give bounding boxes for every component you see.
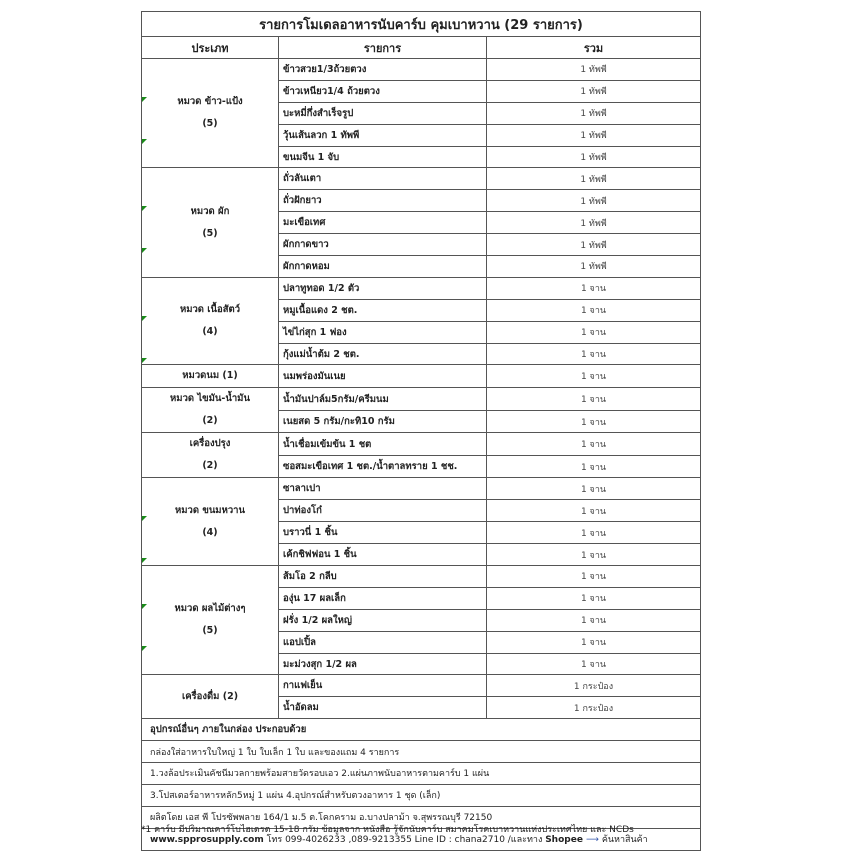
category-cell — [142, 478, 279, 566]
category-cell — [142, 277, 279, 365]
item-cell: น้ำเชื่อมเข้มข้น 1 ชต — [279, 433, 487, 456]
item-cell: เนยสด 5 กรัม/กะทิ10 กรัม — [279, 410, 487, 433]
note-text: กล่องใส่อาหารใบใหญ่ 1 ใบ ใบเล็ก 1 ใบ และของแถม 4 รายการ — [142, 741, 701, 763]
amount-cell: 1 จาน — [487, 587, 701, 609]
amount-cell: 1 จาน — [487, 299, 701, 321]
item-cell: องุ่น 17 ผลเล็ก — [279, 587, 487, 609]
amount-cell: 1 จาน — [487, 522, 701, 544]
amount-cell: 1 จาน — [487, 478, 701, 500]
cell-marker-icon — [142, 516, 147, 521]
cell-marker-icon — [142, 358, 147, 363]
table-row — [142, 365, 701, 388]
category-count: (2) — [202, 460, 218, 472]
amount-cell: 1 ทัพพี — [487, 234, 701, 256]
item-cell: แอปเปิ้ล — [279, 631, 487, 653]
item-cell: ข้าวสวย1/3ถ้วยตวง — [279, 59, 487, 81]
table-row — [142, 168, 701, 190]
category-count: (5) — [202, 118, 218, 130]
amount-cell: 1 จาน — [487, 631, 701, 653]
category-count: (5) — [202, 625, 218, 637]
table-row — [142, 388, 701, 411]
item-cell: ผักกาดหอม — [279, 256, 487, 278]
note-text: ผลิตโดย เอส พี โปรซัพพลาย 164/1 ม.5 ต.โคกคราม อ.บางปลาม้า จ.สุพรรณบุรี 72150 — [142, 806, 701, 828]
amount-cell: 1 จาน — [487, 410, 701, 433]
amount-cell: 1 จาน — [487, 609, 701, 631]
category-count: (2) — [202, 415, 218, 427]
footnote: *1 คาร์บ มีปริมาณคาร์โบไฮเดรต 15-18 กรัม ข้อมูลจาก หนังสือ รู้จักนับคาร์บ สมาคมโรคเบาหวานแห่งประเทศไทย และ NCDs — [141, 825, 634, 835]
contact-details: โทร 099-4026233 ,089-9213355 Line ID : chana2710 /และทาง — [263, 835, 546, 846]
amount-cell: 1 กระป๋อง — [487, 697, 701, 719]
note-row — [142, 763, 701, 785]
cell-marker-icon — [142, 646, 147, 651]
document — [141, 11, 700, 851]
table-row — [142, 59, 701, 81]
item-cell: น้ำอัดลม — [279, 697, 487, 719]
amount-cell: 1 จาน — [487, 277, 701, 299]
cell-marker-icon — [142, 248, 147, 253]
item-cell: ปาท่องโก๋ — [279, 500, 487, 522]
amount-cell: 1 จาน — [487, 653, 701, 675]
amount-cell: 1 ทัพพี — [487, 146, 701, 168]
contact-website[interactable]: www.spprosupply.com — [150, 835, 264, 846]
amount-cell: 1 ทัพพี — [487, 102, 701, 124]
item-cell: บราวนี่ 1 ชิ้น — [279, 522, 487, 544]
category-cell — [142, 168, 279, 277]
category-count: (4) — [202, 326, 218, 338]
item-cell: กุ้งแม่น้ำต้ม 2 ชต. — [279, 343, 487, 365]
note-text: อุปกรณ์อื่นๆ ภายในกล่อง ประกอบด้วย — [142, 719, 701, 741]
amount-cell: 1 จาน — [487, 365, 701, 388]
header-amount: รวม — [487, 37, 701, 59]
item-cell: ผักกาดขาว — [279, 234, 487, 256]
cell-marker-icon — [142, 316, 147, 321]
amount-cell: 1 จาน — [487, 566, 701, 588]
table-row — [142, 478, 701, 500]
item-cell: มะม่วงสุก 1/2 ผล — [279, 653, 487, 675]
amount-cell: 1 ทัพพี — [487, 256, 701, 278]
table-row — [142, 675, 701, 697]
category-cell — [142, 675, 279, 719]
item-cell: บะหมี่กึ่งสำเร็จรูป — [279, 102, 487, 124]
amount-cell: 1 จาน — [487, 343, 701, 365]
amount-cell: 1 ทัพพี — [487, 190, 701, 212]
table-row — [142, 433, 701, 456]
item-cell: ไข่ไก่สุก 1 ฟอง — [279, 321, 487, 343]
item-cell: น้ำมันปาล์ม5กรัม/ครีมนม — [279, 388, 487, 411]
note-row — [142, 719, 701, 741]
category-cell — [142, 566, 279, 675]
food-model-table — [141, 11, 701, 851]
cell-marker-icon — [142, 97, 147, 102]
item-cell: หมูเนื้อแดง 2 ชต. — [279, 299, 487, 321]
item-cell: ซาลาเปา — [279, 478, 487, 500]
category-name: เครื่องดื่ม (2) — [181, 690, 239, 702]
table-row — [142, 277, 701, 299]
category-name: หมวด ข้าว-แป้ง — [177, 96, 243, 108]
amount-cell: 1 จาน — [487, 321, 701, 343]
amount-cell: 1 ทัพพี — [487, 59, 701, 81]
item-cell: เค้กชิฟฟอน 1 ชิ้น — [279, 544, 487, 566]
cell-marker-icon — [142, 139, 147, 144]
amount-cell: 1 จาน — [487, 388, 701, 411]
category-name: หมวด ขนมหวาน — [174, 504, 245, 516]
category-name: หมวด ผลไม้ต่างๆ — [174, 603, 246, 615]
note-row — [142, 784, 701, 806]
amount-cell: 1 ทัพพี — [487, 124, 701, 146]
cell-marker-icon — [142, 604, 147, 609]
category-name: หมวด ไขมัน-น้ำมัน — [170, 393, 250, 405]
amount-cell: 1 ทัพพี — [487, 212, 701, 234]
item-cell: ขนมจีน 1 จับ — [279, 146, 487, 168]
item-cell: มะเขือเทศ — [279, 212, 487, 234]
shopee-link[interactable]: Shopee — [545, 835, 583, 846]
header-category: ประเภท — [142, 37, 279, 59]
category-name: เครื่องปรุง — [189, 438, 231, 450]
category-name: หมวดนม (1) — [182, 370, 238, 382]
item-cell: ถั่วลันเตา — [279, 168, 487, 190]
table-row — [142, 566, 701, 588]
item-cell: ส้มโอ 2 กลีบ — [279, 566, 487, 588]
amount-cell: 1 ทัพพี — [487, 168, 701, 190]
category-name: หมวด เนื้อสัตว์ — [179, 304, 241, 316]
amount-cell: 1 กระป๋อง — [487, 675, 701, 697]
category-name: หมวด ผัก — [190, 205, 230, 217]
cell-marker-icon — [142, 558, 147, 563]
item-cell: กาแฟเย็น — [279, 675, 487, 697]
amount-cell: 1 จาน — [487, 455, 701, 478]
item-cell: ซอสมะเขือเทศ 1 ชต./น้ำตาลทราย 1 ชช. — [279, 455, 487, 478]
amount-cell: 1 ทัพพี — [487, 80, 701, 102]
item-cell: ฝรั่ง 1/2 ผลใหญ่ — [279, 609, 487, 631]
table-title: รายการโมเดลอาหารนับคาร์บ คุมเบาหวาน (29 รายการ) — [142, 12, 701, 37]
category-count: (4) — [202, 526, 218, 538]
amount-cell: 1 จาน — [487, 433, 701, 456]
category-cell — [142, 59, 279, 168]
category-cell — [142, 433, 279, 478]
arrow-icon: ⟶ — [585, 835, 599, 846]
category-cell — [142, 388, 279, 433]
note-row — [142, 741, 701, 763]
table-body — [142, 59, 701, 719]
category-count: (5) — [202, 227, 218, 239]
category-cell — [142, 365, 279, 388]
item-cell: ถั่วฝักยาว — [279, 190, 487, 212]
cell-marker-icon — [142, 206, 147, 211]
amount-cell: 1 จาน — [487, 500, 701, 522]
search-products-label: ค้นหาสินค้า — [601, 835, 648, 846]
item-cell: วุ้นเส้นลวก 1 ทัพพี — [279, 124, 487, 146]
amount-cell: 1 จาน — [487, 544, 701, 566]
item-cell: นมพร่องมันเนย — [279, 365, 487, 388]
note-text: 1.วงล้อประเมินคัชนีมวลกายพร้อมสายวัดรอบเอว 2.แผ่นภาพนับอาหารตามคาร์บ 1 แผ่น — [142, 763, 701, 785]
item-cell: ปลาทูทอด 1/2 ตัว — [279, 277, 487, 299]
header-item: รายการ — [279, 37, 487, 59]
note-text: 3.โปสเตอร์อาหารหลัก5หมู่ 1 แผ่น 4.อุปกรณ์สำหรับตวงอาหาร 1 ชุด (เล็ก) — [142, 784, 701, 806]
item-cell: ข้าวเหนียว1/4 ถ้วยตวง — [279, 80, 487, 102]
